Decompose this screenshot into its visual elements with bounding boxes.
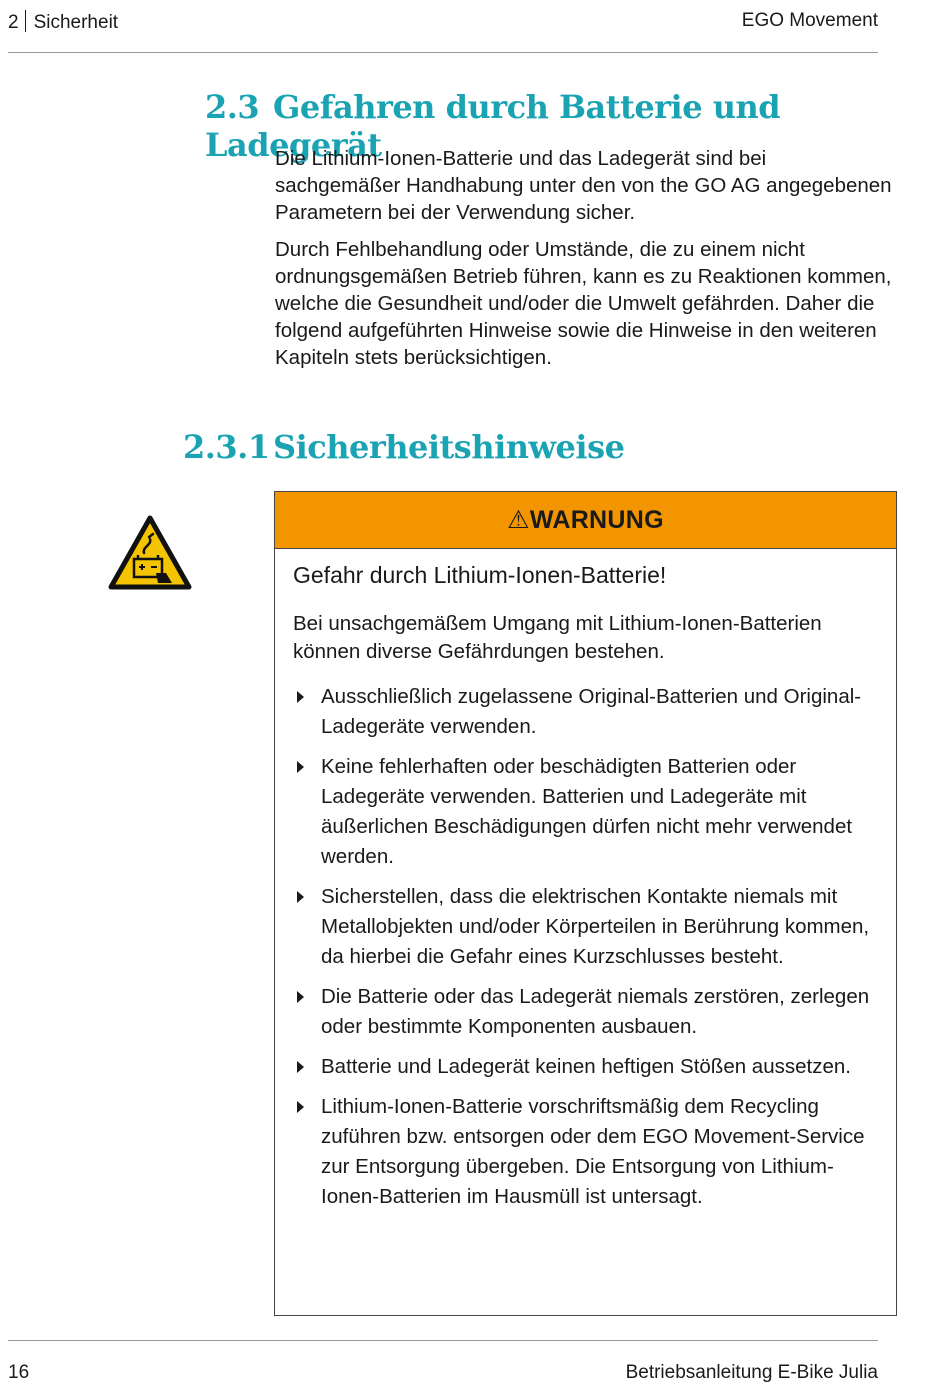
battery-charging-hazard-icon bbox=[108, 515, 192, 591]
bullet-triangle-icon bbox=[297, 1101, 304, 1113]
bullet-triangle-icon bbox=[297, 891, 304, 903]
bullet-triangle-icon bbox=[297, 691, 304, 703]
warning-title: Gefahr durch Lithium-Ionen-Batterie! bbox=[293, 562, 667, 588]
header-separator bbox=[25, 10, 26, 32]
footer-page-number: 16 bbox=[8, 1362, 30, 1383]
list-item: Sicherstellen, dass die elektrischen Kontakte niemals mit Metallobjekten und/oder Körperteilen in Berührung kommen, da hierbei die Gefahr eines Kurzschlusses besteht. bbox=[293, 882, 883, 972]
list-item: Die Batterie oder das Ladegerät niemals zerstören, zerlegen oder bestimmte Komponenten ausbauen. bbox=[293, 982, 883, 1042]
warning-symbol-icon: ⚠ bbox=[507, 506, 530, 534]
section-paragraph-2: Durch Fehlbehandlung oder Umstände, die zu einem nicht ordnungsgemäßen Betrieb führen, kann es zu Reaktionen kommen, welche die Gesundheit und/oder die Umwelt gefährden. Daher die folgend aufgeführten Hinweise sowie die Hinweise in den weiteren Kapiteln stets berücksichtigen. bbox=[275, 238, 892, 369]
bullet-triangle-icon bbox=[297, 1061, 304, 1073]
warning-header bbox=[275, 492, 896, 549]
subsection-number: 2.3.1 bbox=[183, 428, 270, 466]
warning-box bbox=[274, 491, 897, 1316]
footer-doc-title: Betriebsanleitung E-Bike Julia bbox=[625, 1362, 878, 1383]
header-rule bbox=[8, 52, 878, 53]
list-item: Batterie und Ladegerät keinen heftigen Stößen aussetzen. bbox=[293, 1052, 883, 1082]
list-item: Keine fehlerhaften oder beschädigten Batterien oder Ladegeräte verwenden. Batterien und Ladegeräte mit äußerlichen Beschädigungen dürfen nicht mehr verwendet werden. bbox=[293, 752, 883, 872]
header-brand: EGO Movement bbox=[741, 10, 878, 31]
footer-rule bbox=[8, 1340, 878, 1341]
running-header-left bbox=[8, 10, 118, 34]
header-section-name: Sicherheit bbox=[33, 12, 119, 33]
section-number: 2.3 bbox=[205, 88, 260, 126]
section-paragraph-1: Die Lithium-Ionen-Batterie und das Ladegerät sind bei sachgemäßer Handhabung unter den von the GO AG angegebenen Parametern bei der Verwendung sicher. bbox=[275, 147, 892, 224]
subsection-heading bbox=[183, 428, 624, 466]
bullet-triangle-icon bbox=[297, 761, 304, 773]
bullet-triangle-icon bbox=[297, 991, 304, 1003]
list-item: Lithium-Ionen-Batterie vorschriftsmäßig dem Recycling zuführen bzw. entsorgen oder dem EGO Movement-Service zur Entsorgung übergeben. Die Entsorgung von Lithium-Ionen-Batterien im Hausmüll ist untersagt. bbox=[293, 1092, 883, 1212]
header-page-number: 2 bbox=[8, 12, 19, 33]
warning-label: WARNUNG bbox=[529, 505, 664, 534]
warning-list bbox=[293, 682, 883, 1222]
warning-intro: Bei unsachgemäßem Umgang mit Lithium-Ionen-Batterien können diverse Gefährdungen bestehen. bbox=[293, 612, 822, 663]
subsection-title: Sicherheitshinweise bbox=[273, 428, 625, 466]
section-title: Gefahren durch Batterie und Ladegerät bbox=[205, 88, 781, 164]
list-item: Ausschließlich zugelassene Original-Batterien und Original-Ladegeräte verwenden. bbox=[293, 682, 883, 742]
